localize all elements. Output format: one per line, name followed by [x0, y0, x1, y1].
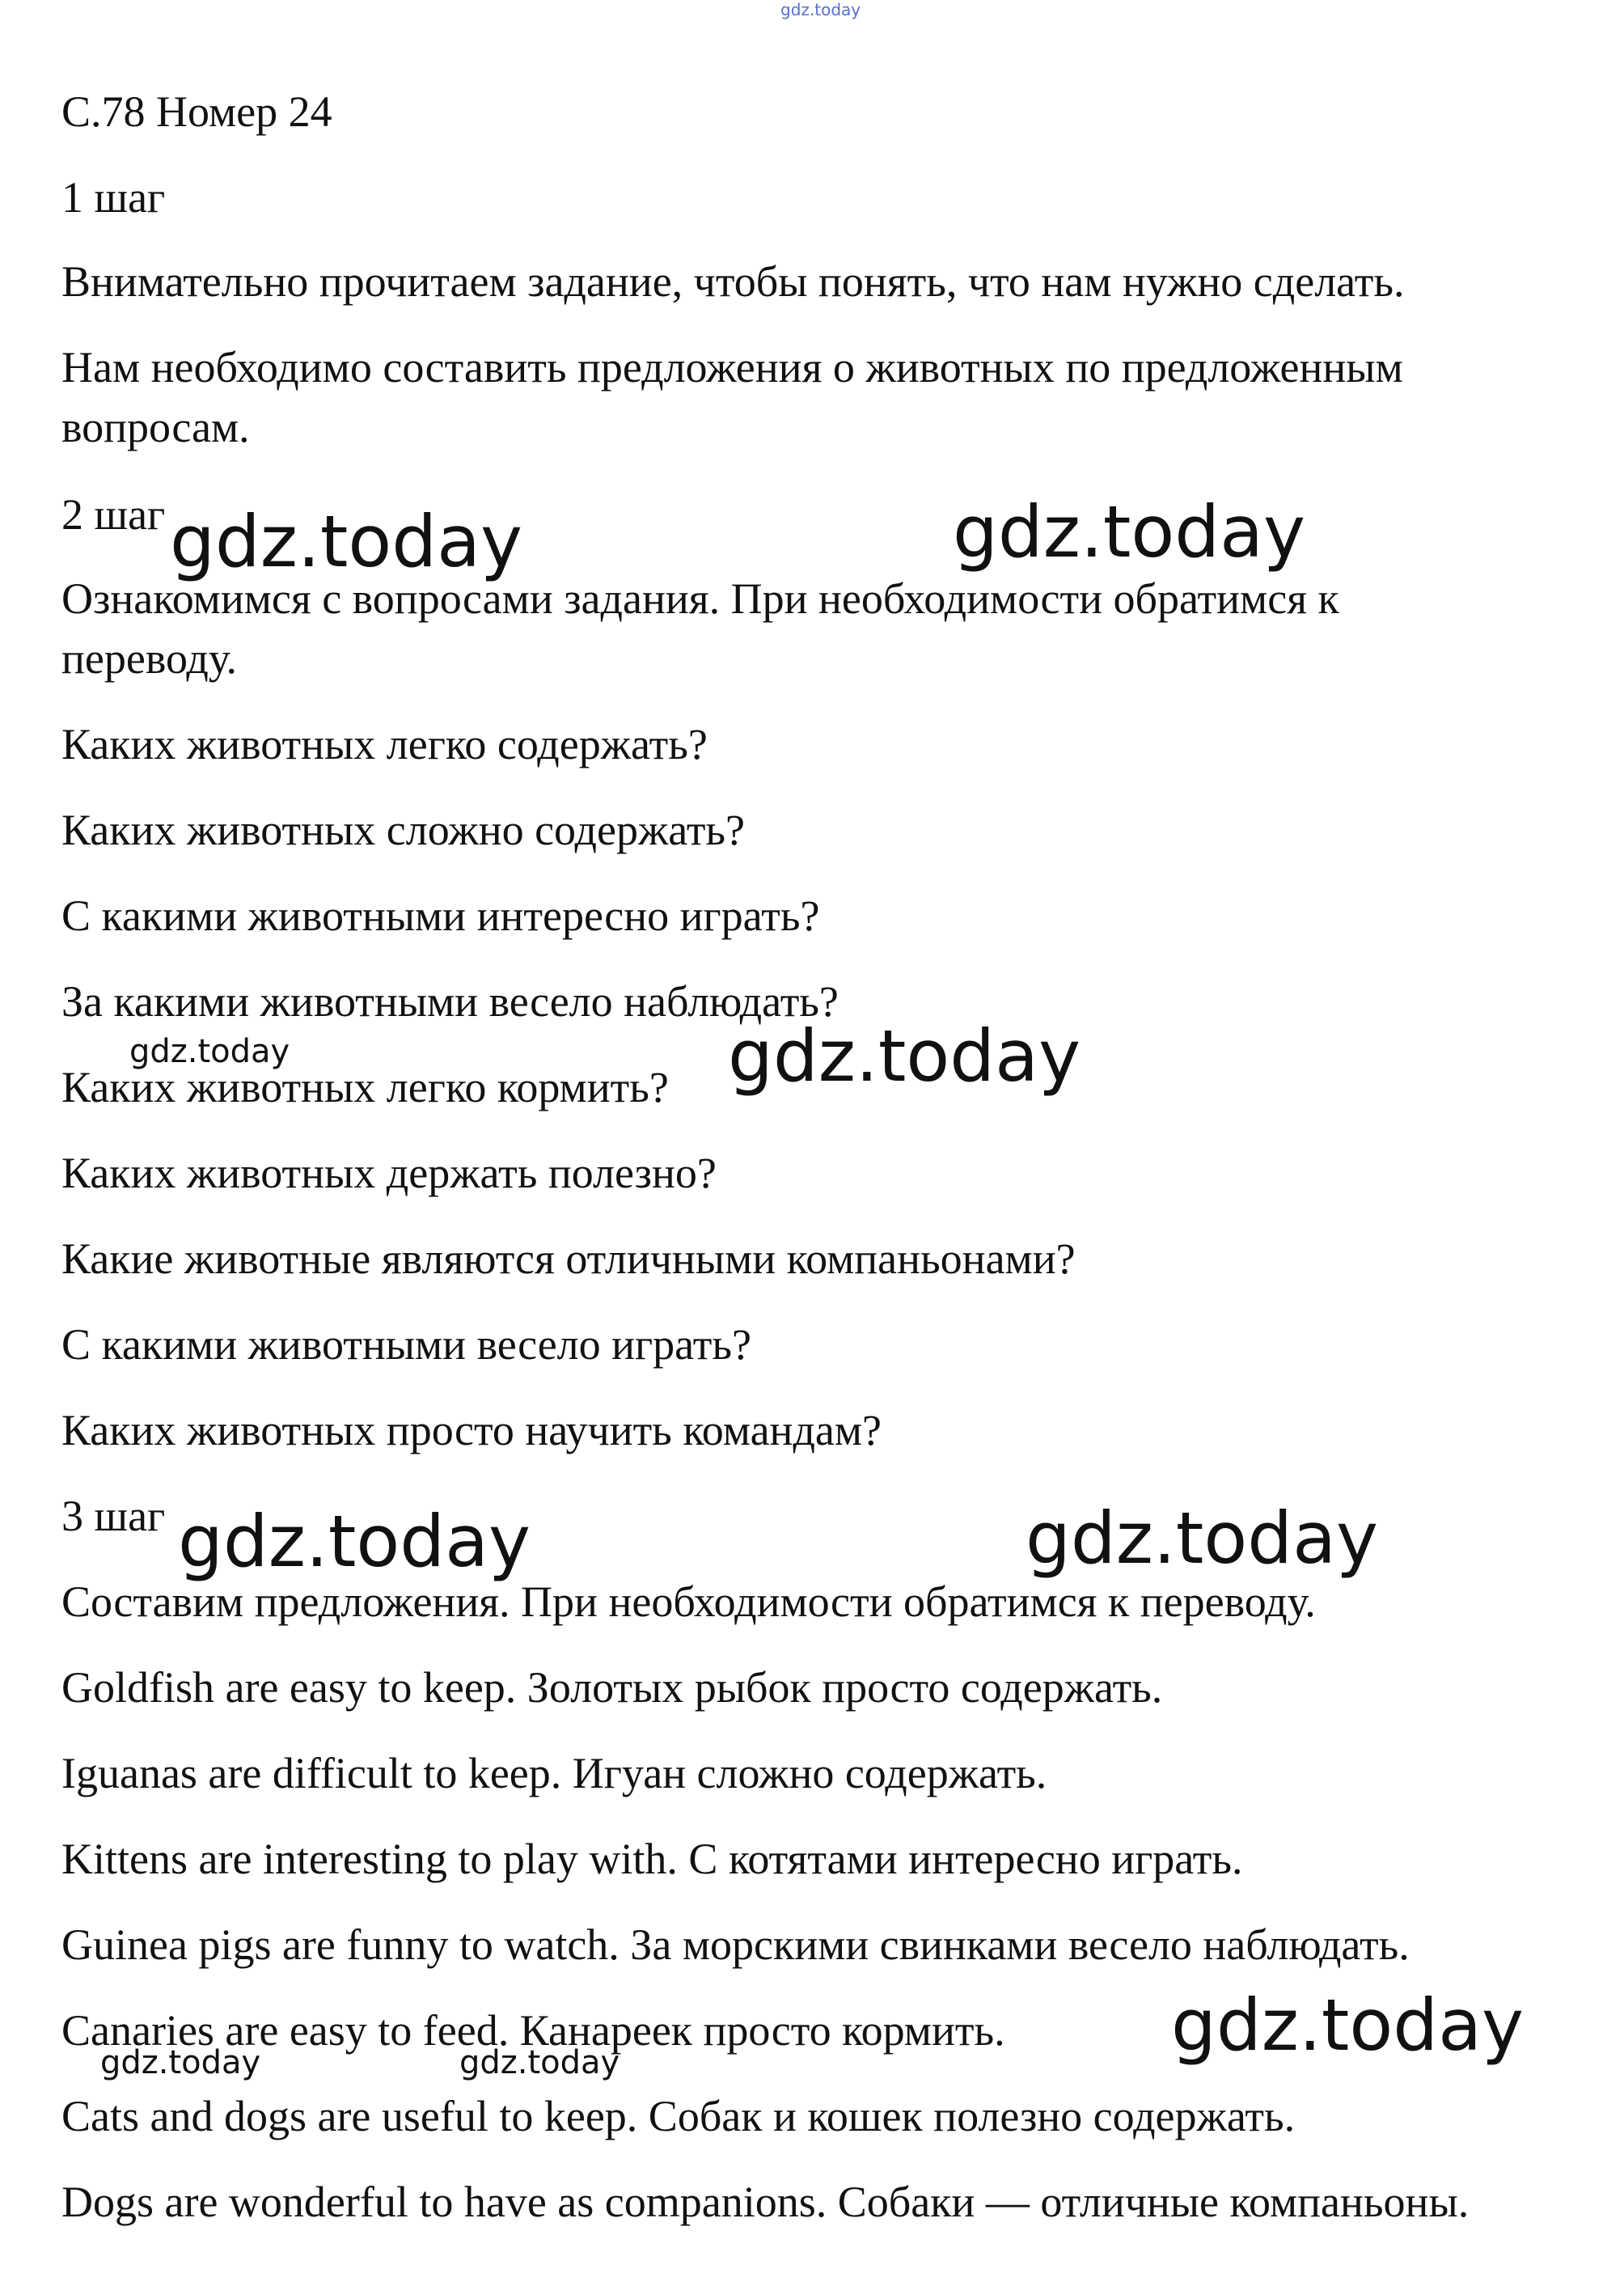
watermark-top: gdz.today [780, 0, 861, 19]
step1-label: 1 шаг [61, 173, 166, 222]
answer-item: Cats and dogs are useful to keep. Собак и кошек полезно содержать. [61, 2092, 1296, 2140]
question-item: Каких животных легко кормить? [61, 1063, 669, 1111]
question-item: Каких животных легко содержать? [61, 720, 708, 768]
step2-intro-line1: Ознакомимся с вопросами задания. При необходимости обратимся к [61, 574, 1339, 623]
step3-label: 3 шаг [61, 1492, 166, 1540]
question-item: С какими животными интересно играть? [61, 891, 820, 940]
watermark: gdz.today [100, 2044, 261, 2081]
answer-item: Guinea pigs are funny to watch. За морскими свинками весело наблюдать. [61, 1920, 1410, 1969]
answer-item: Dogs are wonderful to have as companions. Собаки — отличные компаньоны. [61, 2178, 1470, 2226]
question-item: Каких животных сложно содержать? [61, 806, 746, 854]
question-item: С какими животными весело играть? [61, 1320, 751, 1369]
step1-text: Внимательно прочитаем задание, чтобы понять, что нам нужно сделать. [61, 257, 1405, 306]
watermark: gdz.today [728, 1014, 1081, 1098]
question-item: Какие животные являются отличными компаньонами? [61, 1234, 1076, 1283]
question-item: Каких животных держать полезно? [61, 1149, 717, 1197]
question-item: За какими животными весело наблюдать? [61, 977, 839, 1026]
watermark: gdz.today [170, 500, 523, 583]
watermark: gdz.today [129, 1033, 290, 1070]
step3-intro: Составим предложения. При необходимости обратимся к переводу. [61, 1577, 1316, 1626]
step2-intro-line2: переводу. [61, 634, 237, 683]
answer-item: Iguanas are difficult to keep. Игуан сложно содержать. [61, 1749, 1047, 1797]
watermark: gdz.today [1026, 1496, 1379, 1580]
watermark: gdz.today [459, 2044, 620, 2081]
watermark: gdz.today [953, 490, 1306, 574]
watermark: gdz.today [178, 1500, 531, 1583]
answer-item: Goldfish are easy to keep. Золотых рыбок просто содержать. [61, 1663, 1163, 1712]
step1-text2-line1: Нам необходимо составить предложения о животных по предложенным [61, 343, 1403, 392]
watermark: gdz.today [1171, 1983, 1525, 2067]
step2-label: 2 шаг [61, 490, 166, 539]
step1-text2-line2: вопросам. [61, 403, 250, 451]
page-title: С.78 Номер 24 [61, 87, 332, 136]
answer-item: Kittens are interesting to play with. С котятами интересно играть. [61, 1835, 1243, 1883]
answer-item: Canaries are easy to feed. Канареек просто кормить. [61, 2006, 1005, 2055]
question-item: Каких животных просто научить командам? [61, 1406, 882, 1454]
